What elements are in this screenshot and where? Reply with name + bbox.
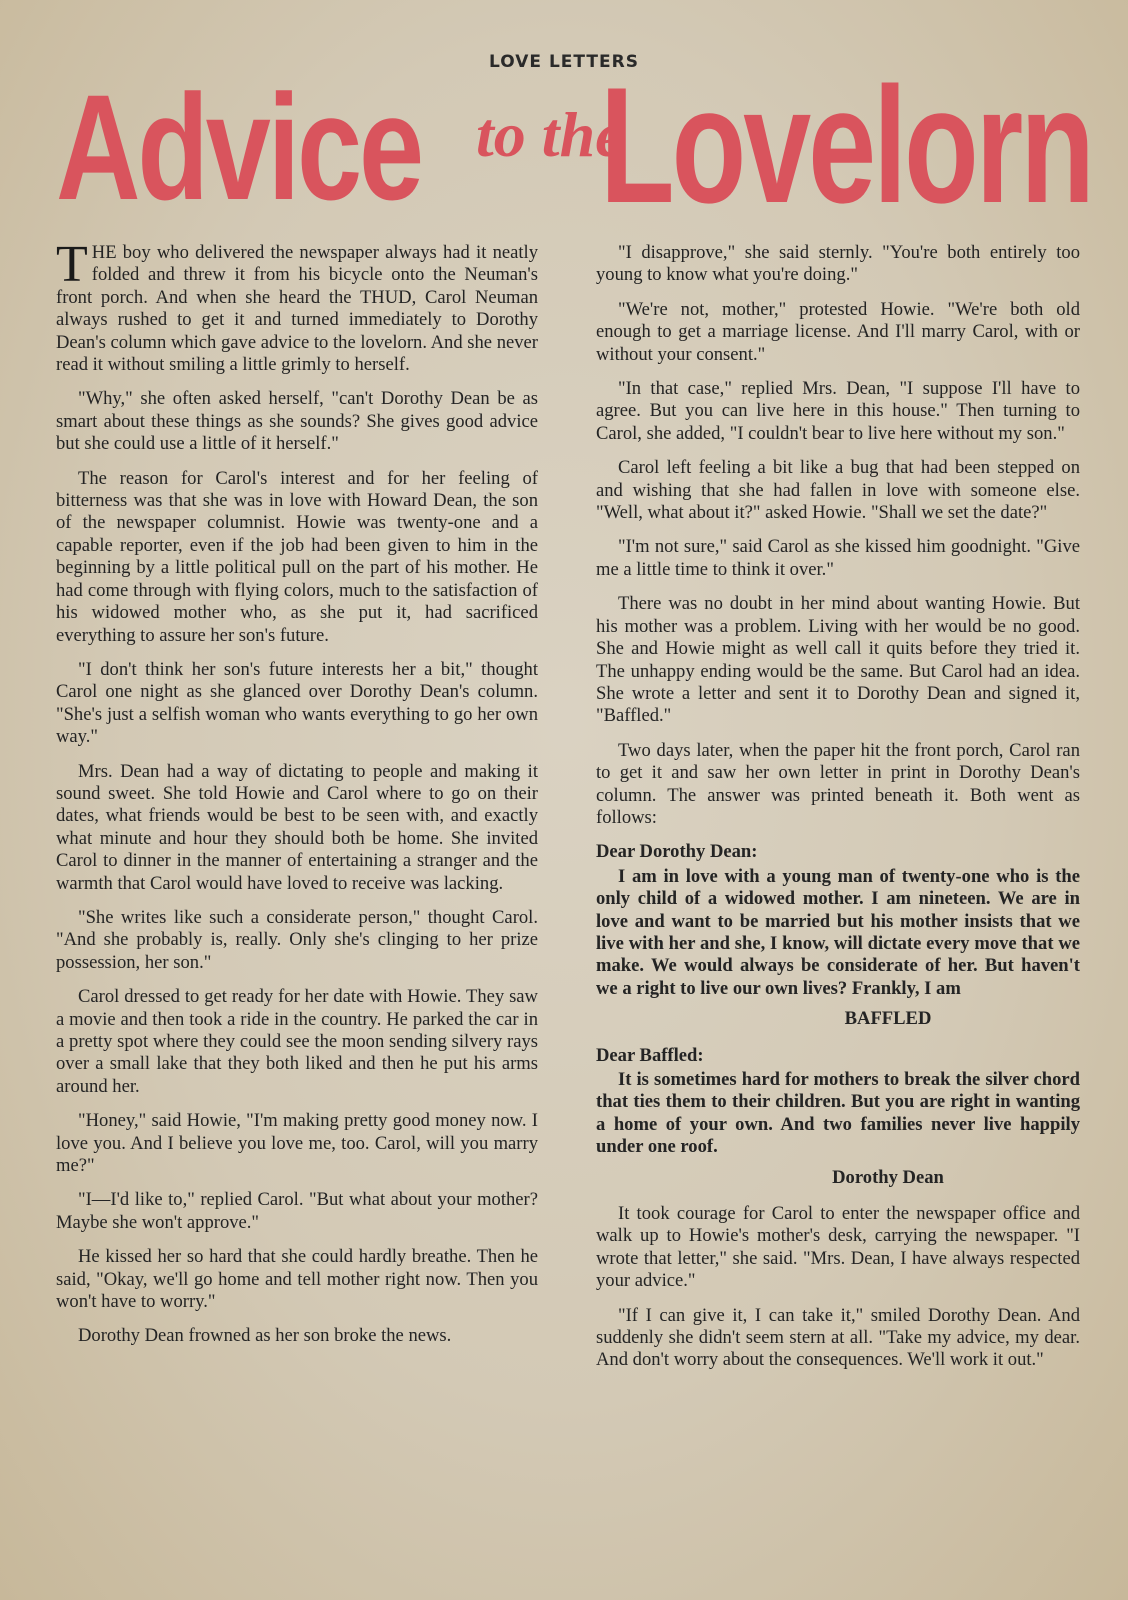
headline-lovelorn: Lovelorn xyxy=(600,53,1092,237)
series-title: LOVE LETTERS xyxy=(489,52,639,72)
reply-signature: Dorothy Dean xyxy=(832,1166,944,1188)
paragraph: Two days later, when the paper hit the front porch, Carol ran to get it and saw her own letter in print in Dorothy Dean's column. The answer was printed beneath it. Both went as follows: xyxy=(596,739,1080,828)
paragraph: "I'm not sure," said Carol as she kissed him goodnight. "Give me a little time to think it over." xyxy=(596,536,1080,580)
headline-to-the: to the xyxy=(476,99,624,170)
paragraph: He kissed her so hard that she could hardly breathe. Then he said, "Okay, we'll go home and tell mother right now. Then you won't have to worry." xyxy=(56,1246,538,1313)
paragraph: "I—I'd like to," replied Carol. "But what about your mother? Maybe she won't approve." xyxy=(56,1189,538,1233)
drop-cap: T xyxy=(56,236,88,293)
paragraph: It took courage for Carol to enter the newspaper office and walk up to Howie's mother's desk, carrying the newspaper. "I wrote that letter," she said. "Mrs. Dean, I have always respected your advice." xyxy=(596,1203,1080,1292)
paragraph: "Honey," said Howie, "I'm making pretty good money now. I love you. And I believe you love me, too. Carol, will you marry me?" xyxy=(56,1110,538,1177)
letter-signature: BAFFLED xyxy=(844,1008,932,1030)
paragraph: Dorothy Dean frowned as her son broke the news. xyxy=(78,1325,452,1347)
letter-body: I am in love with a young man of twenty-one who is the only child of a widowed mother. I am nineteen. We are in love and want to be married but his mother insists that we live with her and she, I know, will dictate every move that we make. We would always be considerate of her. But haven't we a right to live our own lives? Frankly, I am xyxy=(596,865,1080,999)
letter-salutation: Dear Dorothy Dean: xyxy=(596,841,758,863)
text-column-right xyxy=(596,242,1080,1384)
paragraph: Carol dressed to get ready for her date with Howie. They saw a movie and then took a ride in the country. He parked the car in a pretty spot where they could see the moon sending silvery rays over a small lake that they both liked and then he put his arms around her. xyxy=(56,986,538,1097)
reply-body: It is sometimes hard for mothers to break the silver chord that ties them to their children. But you are right in wanting a home of your own. And two families never live happily under one roof. xyxy=(596,1069,1080,1158)
paragraph: "She writes like such a considerate person," thought Carol. "And she probably is, really. Only she's clinging to her prize possession, her son." xyxy=(56,906,538,973)
paragraph: Mrs. Dean had a way of dictating to people and making it sound sweet. She told Howie and Carol where to go on their dates, what friends would be best to be seen with, and exactly what minute and hour they should both be home. She invited Carol to dinner in the manner of entertaining a stranger and the warmth that Carol would have loved to receive was lacking. xyxy=(56,760,538,894)
reply-salutation: Dear Baffled: xyxy=(596,1044,704,1066)
paragraph: Carol left feeling a bit like a bug that had been stepped on and wishing that she had fallen in love with someone else. "Well, what about it?" asked Howie. "Shall we set the date?" xyxy=(596,457,1080,524)
paragraph: THE boy who delivered the newspaper always had it neatly folded and threw it from his bicycle onto the Neuman's front porch. And when she heard the THUD, Carol Neuman always rushed to get it and turned immediately to Dorothy Dean's column which gave advice to the lovelorn. And she never read it without smiling a little grimly to herself. xyxy=(56,236,538,376)
paragraph: "I don't think her son's future interests her a bit," thought Carol one night as she glanced over Dorothy Dean's column. "She's just a selfish woman who wants everything to go her own way." xyxy=(56,658,538,748)
paragraph: "We're not, mother," protested Howie. "We're both old enough to get a marriage license. And I'll marry Carol, with or without your consent." xyxy=(596,298,1080,365)
text-column-left xyxy=(56,236,538,1360)
paragraph: "I disapprove," she said sternly. "You're both entirely too young to know what you're doing." xyxy=(596,242,1080,286)
story-headline xyxy=(48,53,1108,237)
paragraph: There was no doubt in her mind about wanting Howie. But his mother was a problem. Living with her would be no good. She and Howie might as well call it quits before they tried it. The unhappy ending would be the same. But Carol had an idea. She wrote a letter and sent it to Dorothy Dean and signed it, "Baffled." xyxy=(596,593,1080,727)
headline-advice: Advice xyxy=(56,63,421,231)
paragraph: "Why," she often asked herself, "can't Dorothy Dean be as smart about these things as she sounds? She gives good advice but she could use a little of it herself." xyxy=(56,388,538,455)
paragraph: "In that case," replied Mrs. Dean, "I suppose I'll have to agree. But you can live here in this house." Then turning to Carol, she added, "I couldn't bear to live here without my son." xyxy=(596,378,1080,444)
paragraph: The reason for Carol's interest and for her feeling of bitterness was that she was in love with Howard Dean, the son of the newspaper columnist. Howie was twenty-one and a capable reporter, even if the job had been given to him in the beginning by a little political pull on the part of his mother. He had come through with flying colors, much to the satisfaction of his widowed mother who, as she put it, had sacrificed everything to assure her son's future. xyxy=(56,467,538,646)
paragraph: "If I can give it, I can take it," smiled Dorothy Dean. And suddenly she didn't seem stern at all. "Take my advice, my dear. And don't worry about the consequences. We'll work it out." xyxy=(596,1304,1080,1371)
